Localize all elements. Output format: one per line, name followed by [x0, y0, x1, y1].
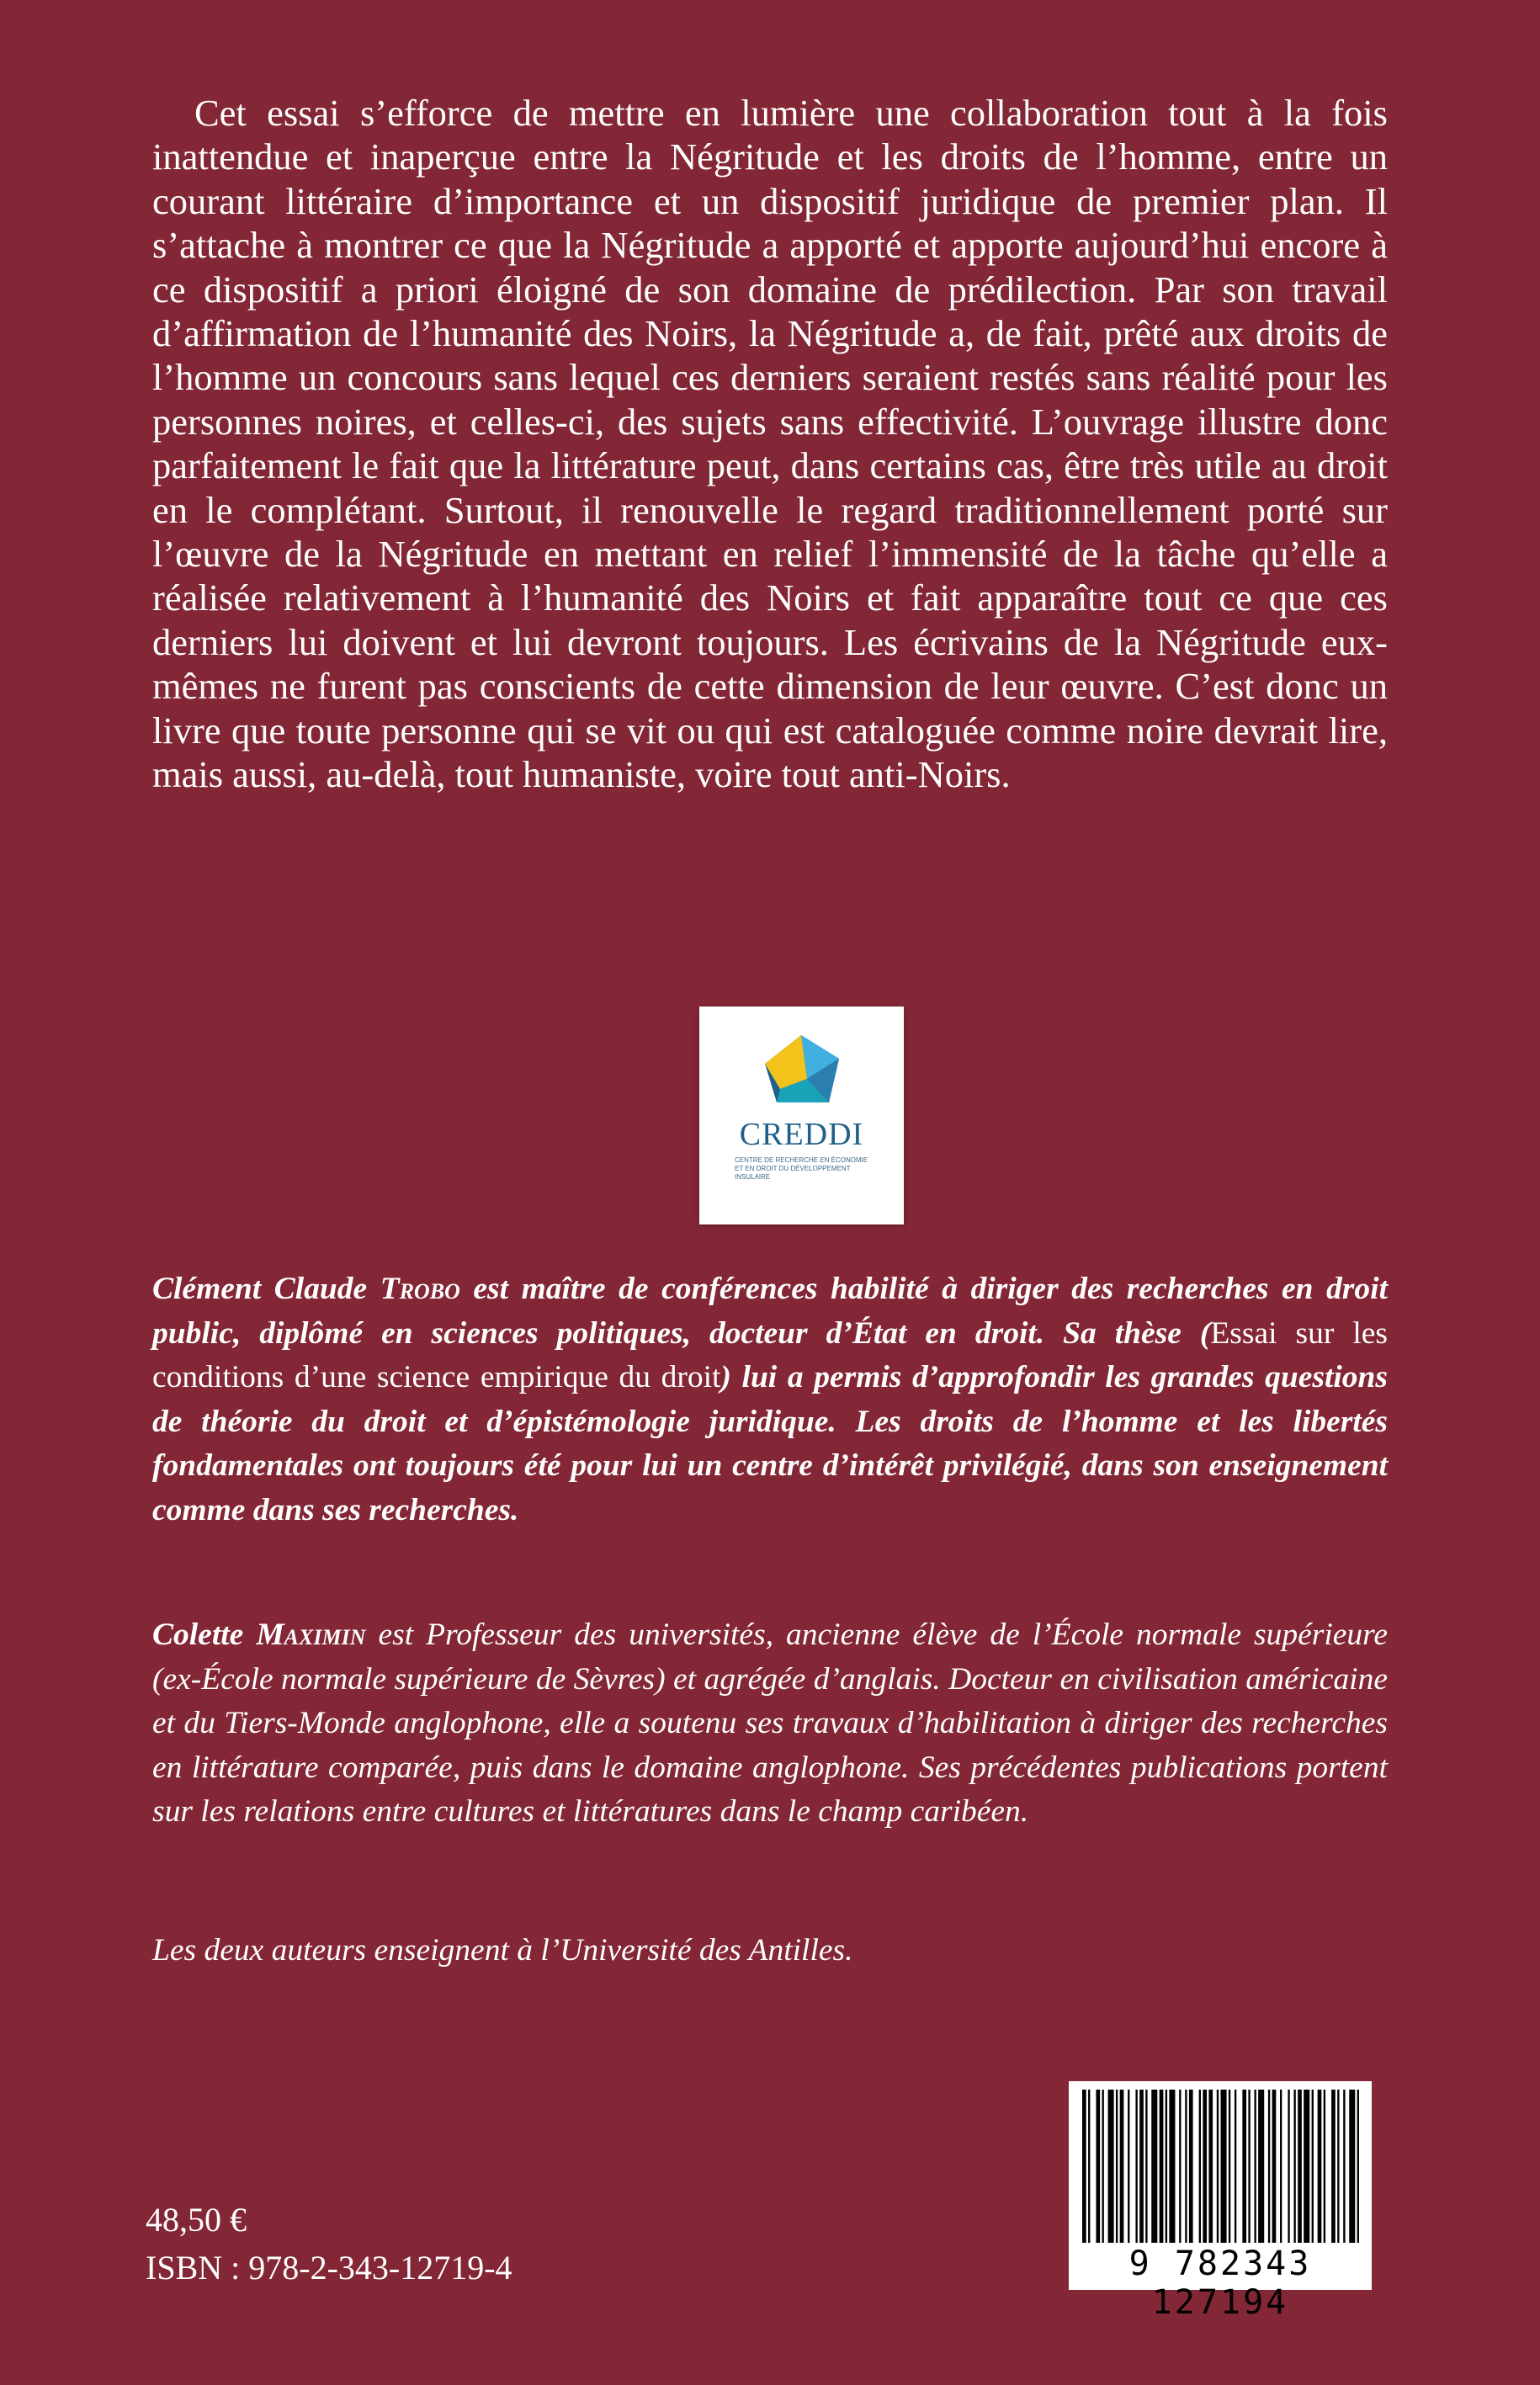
author-name: Colette Maximin — [152, 1617, 366, 1652]
creddi-logo — [699, 1007, 904, 1224]
bio-text: est Professeur des universités, ancienne élève de l’École normale supérieure (ex-École normale supérieure de Sèvres) et agrégée d’anglais. Docteur en civilisation américaine et du Tiers-Monde anglophone, elle a soutenu ses travaux d’habilitation à diriger des recherches en littérature comparée, puis dans le domaine anglophone. Ses précédentes publications portent sur les relations entre cultures et littératures dans le champ caribéen. — [152, 1617, 1389, 1829]
thesis-title: Essai sur les conditions d’une science empirique du droit — [152, 1315, 1388, 1394]
bio-text: ) lui a permis d’approfondir les grandes questions de théorie du droit et d’épistémologie juridique. Les droits de l’homme et les libertés fondamentales ont toujours été pour lui un centre d’intérêt privilégié, dans son enseignement comme dans ses recherches. — [152, 1360, 1389, 1527]
barcode-digits: 9 782343 127194 — [1128, 2244, 1312, 2322]
logo-name: CREDDI — [739, 1117, 864, 1152]
logo-subtitle: CENTRE DE RECHERCHE EN ÉCONOMIE ET EN DROIT DU DÉVELOPPEMENT INSULAIRE — [735, 1156, 868, 1181]
author-name: Clément Claude Trobo — [152, 1272, 460, 1306]
author-bio-trobo — [152, 1267, 1388, 1532]
author-bio-maximin — [152, 1613, 1388, 1835]
price: 48,50 € — [146, 2201, 247, 2239]
summary-text: Cet essai s’efforce de mettre en lumière une collaboration tout à la fois inattendue et inaperçue entre la Négritude et les droits de l’homme, entre un courant littéraire d’importance et un dispositif juridique de premier plan. Il s’attache à montrer ce que la Négritude a apporté et apporte aujourd’hui encore à ce dispositif a priori éloigné de son domaine de prédilection. Par son travail d’affirmation de l’humanité des Noirs, la Négritude a, de fait, prêté aux droits de l’homme un concours sans lequel ces derniers seraient restés sans réalité pour les personnes noires, et celles-ci, des sujets sans effectivité. L’ouvrage illustre donc parfaitement le fait que la littérature peut, dans certains cas, être très utile au droit en le complétant. Surtout, il renouvelle le regard traditionnellement porté sur l’œuvre de la Négritude en mettant en relief l’immensité de la tâche qu’elle a réalisée relativement à l’humanité des Noirs et fait apparaître tout ce que ces derniers lui doivent et lui devront toujours. Les écrivains de la Négritude eux-mêmes ne furent pas conscients de cette dimension de leur œuvre. C’est donc un livre que toute personne qui se vit ou qui est cataloguée comme noire devrait lire, mais aussi, au-delà, tout humaniste, voire tout anti-Noirs. — [152, 92, 1388, 796]
bio-text: est maître de conférences habilité à diriger des recherches en droit public, diplômé en sciences politiques, docteur d’État en droit. Sa thèse ( — [152, 1272, 1388, 1351]
barcode — [1069, 2081, 1372, 2322]
isbn: ISBN : 978-2-343-12719-4 — [146, 2249, 512, 2287]
authors-note: Les deux auteurs enseignent à l’Université des Antilles. — [152, 1933, 853, 1968]
